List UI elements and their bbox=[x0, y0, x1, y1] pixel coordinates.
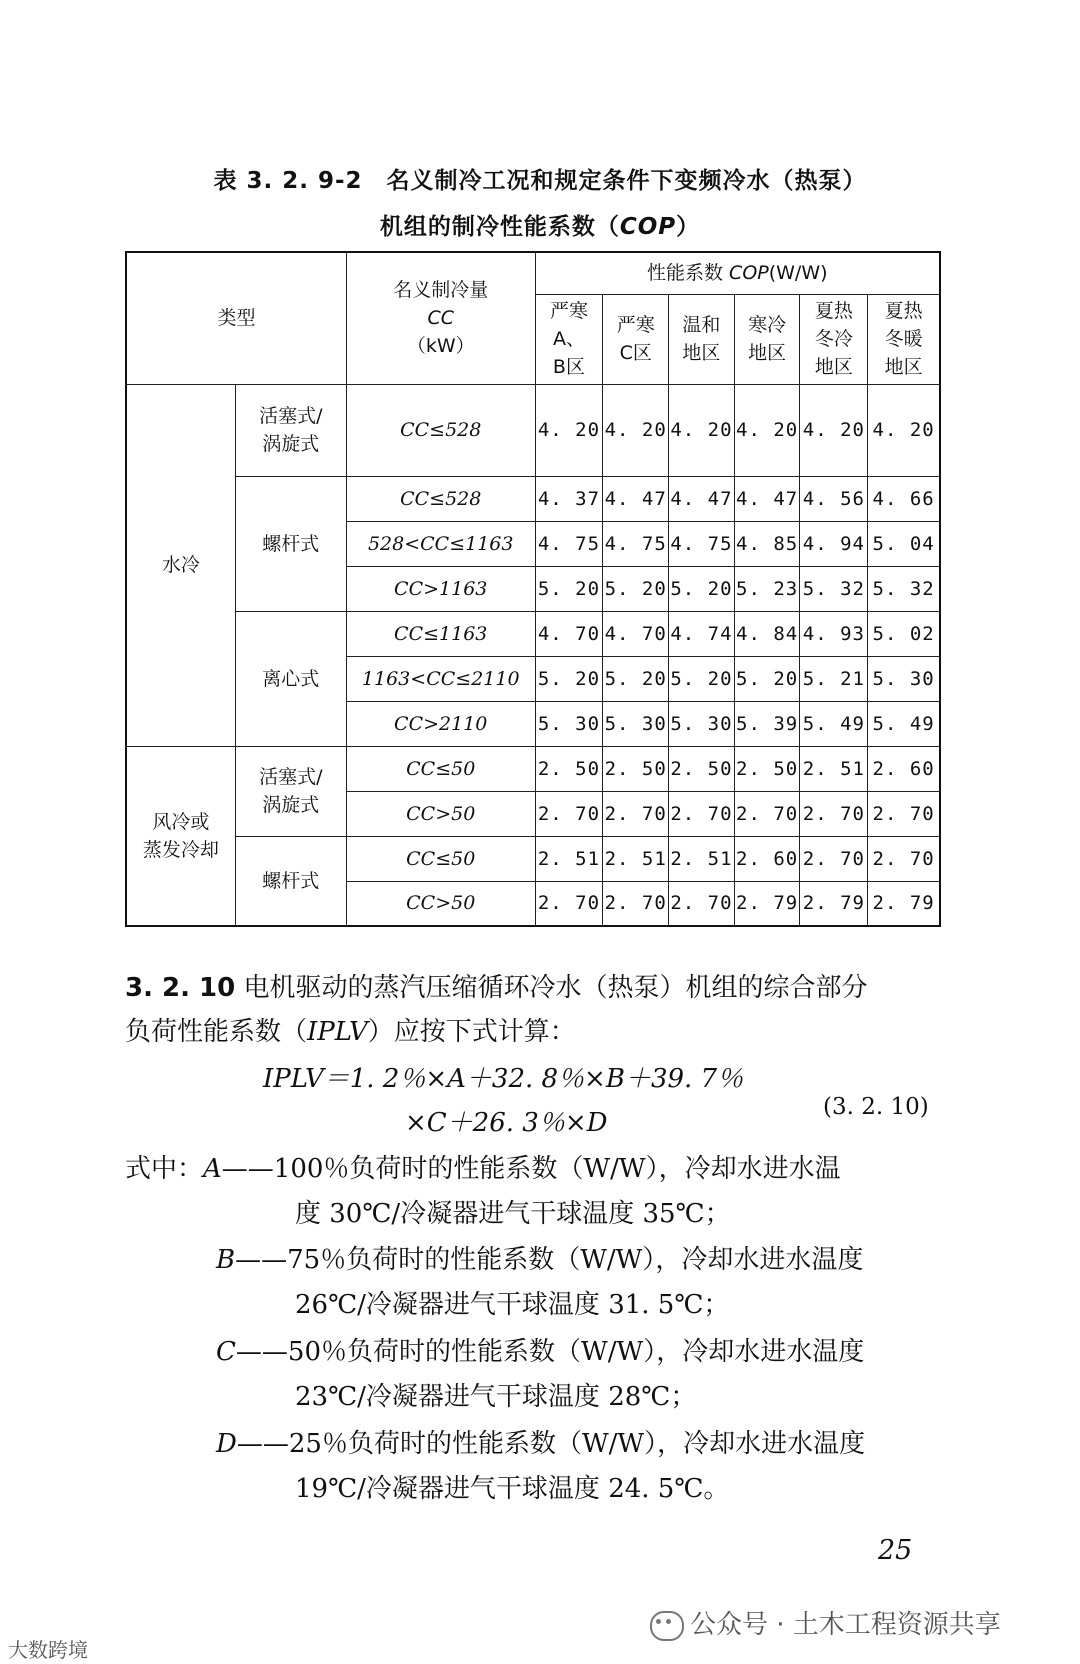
cop-cell: 4. 47 bbox=[669, 476, 735, 521]
cop-cell: 4. 93 bbox=[800, 611, 868, 656]
watermark-right bbox=[650, 1604, 1001, 1641]
cop-cell: 4. 70 bbox=[535, 611, 603, 656]
table-row bbox=[126, 476, 940, 521]
cop-cell: 2. 51 bbox=[800, 746, 868, 791]
cop-cell: 5. 30 bbox=[535, 701, 603, 746]
caption-cop: COP bbox=[619, 214, 677, 240]
capacity-cell: CC≤1163 bbox=[346, 611, 535, 656]
zone-2-l1: 严寒 bbox=[616, 314, 655, 336]
cop-cell: 2. 70 bbox=[734, 791, 800, 836]
zone-3-l1: 温和 bbox=[682, 314, 721, 336]
subtype-piston-air: 活塞式/ 涡旋式 bbox=[235, 746, 346, 836]
definition-d-line1 bbox=[216, 1422, 865, 1466]
zone-4-l1: 寒冷 bbox=[748, 314, 787, 336]
section-line2-prefix: 负荷性能系数（ bbox=[125, 1017, 308, 1047]
header-type: 类型 bbox=[126, 252, 346, 384]
subtype-piston-water: 活塞式/ 涡旋式 bbox=[235, 384, 346, 476]
cop-cell: 2. 70 bbox=[669, 791, 735, 836]
cop-cell: 4. 74 bbox=[669, 611, 735, 656]
cop-cell: 5. 32 bbox=[868, 566, 940, 611]
cop-cell: 5. 32 bbox=[800, 566, 868, 611]
cop-cell: 2. 60 bbox=[868, 746, 940, 791]
cop-cell: 5. 30 bbox=[669, 701, 735, 746]
cop-cell: 4. 20 bbox=[669, 384, 735, 476]
cop-cell: 2. 51 bbox=[603, 836, 669, 881]
cop-cell: 2. 50 bbox=[669, 746, 735, 791]
subtype-centrifugal-water: 离心式 bbox=[235, 611, 346, 746]
zone-1-l3: B区 bbox=[552, 356, 585, 378]
definition-c-text1: ——50％负荷时的性能系数（W/W），冷却水进水温度 bbox=[235, 1337, 865, 1367]
cop-cell: 2. 50 bbox=[734, 746, 800, 791]
header-cop-suffix: (W/W) bbox=[768, 262, 828, 285]
header-capacity-l2: CC bbox=[427, 307, 454, 330]
cop-cell: 2. 70 bbox=[535, 791, 603, 836]
definition-var-b: B bbox=[216, 1245, 236, 1275]
zone-header-6 bbox=[868, 294, 940, 384]
cop-cell: 5. 49 bbox=[800, 701, 868, 746]
cop-cell: 4. 85 bbox=[734, 521, 800, 566]
cop-cell: 2. 70 bbox=[800, 791, 868, 836]
cop-cell: 4. 20 bbox=[535, 384, 603, 476]
cop-cell: 2. 51 bbox=[669, 836, 735, 881]
page-number: 25 bbox=[878, 1535, 913, 1566]
zone-header-4 bbox=[734, 294, 800, 384]
capacity-cell: CC>2110 bbox=[346, 701, 535, 746]
definition-a-line2: 度 30℃/冷凝器进气干球温度 35℃； bbox=[295, 1199, 731, 1229]
cop-cell: 5. 20 bbox=[669, 566, 735, 611]
cop-cell: 5. 49 bbox=[868, 701, 940, 746]
table-row bbox=[126, 836, 940, 881]
zone-header-2 bbox=[603, 294, 669, 384]
header-capacity bbox=[346, 252, 535, 384]
cop-cell: 2. 70 bbox=[603, 791, 669, 836]
cop-cell: 5. 04 bbox=[868, 521, 940, 566]
definition-c-line2: 23℃/冷凝器进气干球温度 28℃； bbox=[295, 1382, 697, 1412]
section-line2-italic: IPLV bbox=[307, 1017, 368, 1047]
cop-cell: 4. 75 bbox=[535, 521, 603, 566]
definition-d-line2: 19℃/冷凝器进气干球温度 24. 5℃。 bbox=[295, 1474, 730, 1504]
zone-1-l1: 严寒 bbox=[549, 300, 588, 322]
definition-b-text1: ——75％负荷时的性能系数（W/W），冷却水进水温度 bbox=[235, 1245, 864, 1275]
cop-cell: 4. 84 bbox=[734, 611, 800, 656]
definition-var-d: D bbox=[216, 1429, 237, 1459]
cop-cell: 2. 50 bbox=[603, 746, 669, 791]
zone-header-3 bbox=[669, 294, 735, 384]
cop-cell: 4. 20 bbox=[868, 384, 940, 476]
cop-cell: 4. 47 bbox=[734, 476, 800, 521]
zone-4-l2: 地区 bbox=[748, 342, 787, 364]
cop-cell: 5. 23 bbox=[734, 566, 800, 611]
table-row bbox=[126, 611, 940, 656]
definitions-intro: 式中： bbox=[125, 1154, 204, 1184]
cop-cell: 4. 20 bbox=[603, 384, 669, 476]
cop-cell: 4. 56 bbox=[800, 476, 868, 521]
definition-c-line1 bbox=[216, 1330, 864, 1374]
section-number: 3. 2. 10 bbox=[125, 973, 236, 1003]
zone-5-l1: 夏热 bbox=[814, 300, 853, 322]
capacity-cell: CC≤50 bbox=[346, 836, 535, 881]
capacity-cell: CC>1163 bbox=[346, 566, 535, 611]
zone-2-l2: C区 bbox=[619, 342, 652, 364]
watermark-left: 大数跨境 bbox=[8, 1638, 88, 1662]
wechat-icon bbox=[650, 1611, 684, 1641]
cop-cell: 5. 30 bbox=[603, 701, 669, 746]
zone-6-l2: 冬暖 bbox=[884, 328, 923, 350]
definition-var-a: A bbox=[203, 1154, 222, 1184]
subtype-screw-air: 螺杆式 bbox=[235, 836, 346, 926]
caption-suffix: ） bbox=[676, 214, 701, 240]
subtype-screw-water: 螺杆式 bbox=[235, 476, 346, 611]
cop-cell: 5. 39 bbox=[734, 701, 800, 746]
table-row bbox=[126, 746, 940, 791]
section-line2 bbox=[125, 1010, 955, 1054]
definition-d-text1: ——25％负荷时的性能系数（W/W），冷却水进水温度 bbox=[236, 1429, 866, 1459]
header-cop-italic: COP bbox=[729, 262, 769, 285]
watermark-right-text: 公众号 · 土木工程资源共享 bbox=[690, 1610, 1001, 1640]
cop-cell: 5. 02 bbox=[868, 611, 940, 656]
cop-cell: 2. 79 bbox=[734, 881, 800, 926]
cop-cell: 5. 20 bbox=[734, 656, 800, 701]
cop-cell: 2. 70 bbox=[535, 881, 603, 926]
table-caption-line1: 表 3. 2. 9-2 名义制冷工况和规定条件下变频冷水（热泵） bbox=[213, 168, 867, 194]
header-cop bbox=[535, 252, 940, 294]
cop-cell: 4. 47 bbox=[603, 476, 669, 521]
cop-cell: 4. 20 bbox=[800, 384, 868, 476]
cop-cell: 4. 94 bbox=[800, 521, 868, 566]
cop-cell: 2. 70 bbox=[800, 836, 868, 881]
zone-1-l2: A、 bbox=[552, 328, 585, 350]
definition-b-line1 bbox=[216, 1238, 863, 1282]
header-capacity-l3: （kW） bbox=[406, 335, 475, 358]
cop-cell: 2. 70 bbox=[868, 836, 940, 881]
caption-prefix: 机组的制冷性能系数（ bbox=[379, 214, 620, 240]
definition-b-line2: 26℃/冷凝器进气干球温度 31. 5℃； bbox=[295, 1290, 730, 1320]
cop-cell: 4. 37 bbox=[535, 476, 603, 521]
cop-cell: 2. 70 bbox=[669, 881, 735, 926]
cop-cell: 2. 51 bbox=[535, 836, 603, 881]
cop-cell: 2. 79 bbox=[800, 881, 868, 926]
capacity-cell: 1163<CC≤2110 bbox=[346, 656, 535, 701]
zone-3-l2: 地区 bbox=[682, 342, 721, 364]
group-water: 水冷 bbox=[126, 384, 235, 746]
cop-cell: 4. 70 bbox=[603, 611, 669, 656]
definition-a-text1: ——100％负荷时的性能系数（W/W），冷却水进水温 bbox=[221, 1154, 841, 1184]
zone-header-1 bbox=[535, 294, 603, 384]
header-capacity-l1: 名义制冷量 bbox=[393, 279, 489, 302]
formula-line1: IPLV＝1. 2％×A＋32. 8％×B＋39. 7％ bbox=[263, 1064, 744, 1094]
cop-cell: 5. 20 bbox=[535, 566, 603, 611]
table-row bbox=[126, 384, 940, 476]
capacity-cell: 528<CC≤1163 bbox=[346, 521, 535, 566]
capacity-cell: CC>50 bbox=[346, 881, 535, 926]
zone-header-5 bbox=[800, 294, 868, 384]
zone-6-l1: 夏热 bbox=[884, 300, 923, 322]
definition-var-c: C bbox=[216, 1337, 236, 1367]
capacity-cell: CC>50 bbox=[346, 791, 535, 836]
formula-number: (3. 2. 10) bbox=[823, 1094, 929, 1120]
cop-cell: 4. 75 bbox=[669, 521, 735, 566]
table-caption-line2 bbox=[0, 208, 1080, 241]
cop-cell: 2. 70 bbox=[868, 791, 940, 836]
cop-cell: 5. 30 bbox=[868, 656, 940, 701]
formula-line2: ×C＋26. 3％×D bbox=[405, 1108, 608, 1138]
cop-cell: 4. 66 bbox=[868, 476, 940, 521]
section-line2-suffix: ）应按下式计算： bbox=[367, 1017, 576, 1047]
group-air: 风冷或 蒸发冷却 bbox=[126, 746, 235, 926]
zone-5-l3: 地区 bbox=[814, 356, 853, 378]
cop-cell: 2. 79 bbox=[868, 881, 940, 926]
zone-5-l2: 冬冷 bbox=[814, 328, 853, 350]
section-text-line1: 电机驱动的蒸汽压缩循环冷水（热泵）机组的综合部分 bbox=[243, 973, 868, 1003]
cop-cell: 2. 50 bbox=[535, 746, 603, 791]
cop-cell: 5. 20 bbox=[669, 656, 735, 701]
section-line1 bbox=[125, 966, 955, 1010]
cop-cell: 2. 60 bbox=[734, 836, 800, 881]
cop-cell: 5. 20 bbox=[603, 656, 669, 701]
capacity-cell: CC≤50 bbox=[346, 746, 535, 791]
cop-cell: 5. 20 bbox=[603, 566, 669, 611]
cop-table bbox=[125, 251, 941, 927]
cop-cell: 5. 20 bbox=[535, 656, 603, 701]
cop-cell: 2. 70 bbox=[603, 881, 669, 926]
definition-a-line1 bbox=[125, 1147, 841, 1191]
cop-cell: 4. 20 bbox=[734, 384, 800, 476]
cop-cell: 4. 75 bbox=[603, 521, 669, 566]
cop-cell: 5. 21 bbox=[800, 656, 868, 701]
capacity-cell: CC≤528 bbox=[346, 476, 535, 521]
capacity-cell: CC≤528 bbox=[346, 384, 535, 476]
zone-6-l3: 地区 bbox=[884, 356, 923, 378]
header-cop-prefix: 性能系数 bbox=[647, 262, 730, 285]
